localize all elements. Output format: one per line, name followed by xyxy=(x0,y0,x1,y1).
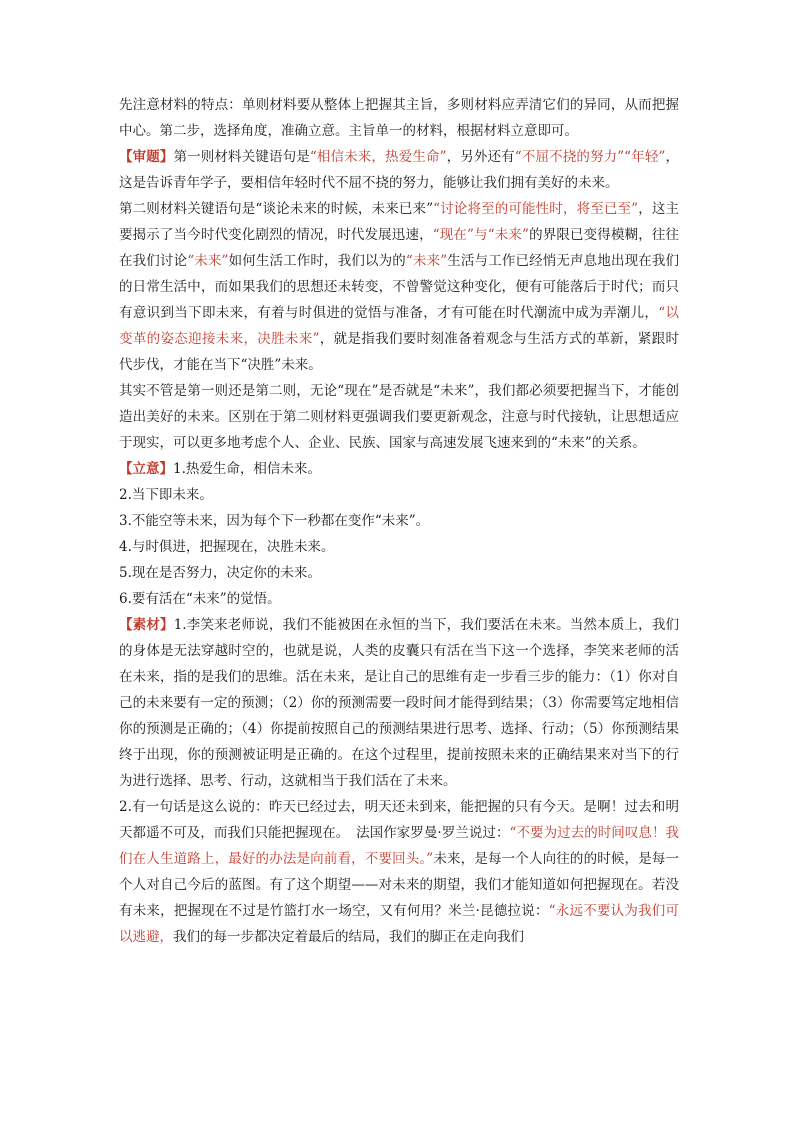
paragraph-p7 xyxy=(119,508,679,534)
body-text: 如何生活工作时，我们以为的 xyxy=(228,253,406,269)
body-text: 的界限已变得模糊，往往在我们讨论 xyxy=(119,227,680,269)
section-tag: 【审题】 xyxy=(119,149,174,165)
section-tag: 【素材】 xyxy=(119,617,174,633)
paragraph-p2 xyxy=(119,144,679,196)
body-text: 第二则材料关键语句是“谈论未来的时候，未来已来” xyxy=(119,201,434,217)
body-text: 第一则材料关键语句是 xyxy=(173,149,310,165)
paragraph-p10 xyxy=(119,586,679,612)
body-text: ，另外还有 xyxy=(446,149,515,165)
paragraph-p1 xyxy=(119,92,679,144)
highlighted-quote: “现在”与“未来” xyxy=(432,227,529,243)
body-text: 未来，是每一个人向往的的时候，是每一个人对自己今后的蓝图。有了这个期望——对未来的期望，我们才能知道如何把握现在。若没有未来，把握现在不过是竹篮打水一场空，又有何用？米兰·昆德拉说： xyxy=(119,851,680,919)
highlighted-quote: “不屈不挠的努力”“年轻” xyxy=(514,149,666,165)
paragraph-p6 xyxy=(119,482,679,508)
body-text: 其实不管是第一则还是第二则，无论“现在”是否就是“未来”，我们都必须要把握当下，才能创造出美好的未来。区别在于第二则材料更强调我们要更新观念，注意与时代接轨，让思想适应于现实，可以更多地考虑个人、企业、民族、国家与高速发展飞速来到的“未来”的关系。 xyxy=(119,383,679,451)
body-text: 6.要有活在“未来”的觉悟。 xyxy=(119,591,281,607)
highlighted-quote: “未来” xyxy=(405,253,448,269)
body-text: 先注意材料的特点：单则材料要从整体上把握其主旨，多则材料应弄清它们的异同，从而把握中心。第二步，选择角度，准确立意。主旨单一的材料，根据材料立意即可。 xyxy=(119,97,679,139)
highlighted-quote: “以变革的姿态迎接未来，决胜未来” xyxy=(119,305,679,347)
body-text: 1.热爱生命，相信未来。 xyxy=(173,461,321,477)
highlighted-quote: “相信未来，热爱生命” xyxy=(309,149,447,165)
body-text: 5.现在是否努力，决定你的未来。 xyxy=(119,565,321,581)
section-tag: 【立意】 xyxy=(119,461,173,477)
paragraph-p5 xyxy=(119,456,679,482)
document-body xyxy=(119,92,679,950)
paragraph-p4 xyxy=(119,378,679,456)
body-text: 生活与工作已经悄无声息地出现在我们的日常生活中，而如果我们的思想还未转变，不曾警觉这种变化，便有可能落后于时代；而只有意识到当下即未来，有着与时俱进的觉悟与准备，才有可能在时代潮流中成为弄潮儿， xyxy=(119,253,680,321)
paragraph-p9 xyxy=(119,560,679,586)
body-text: 2.有一句话是这么说的：昨天已经过去，明天还未到来，能把握的只有今天。是啊！过去和明天都遥不可及，而我们只能把握现在。 法国作家罗曼·罗兰说过： xyxy=(119,799,679,841)
highlighted-quote: “未来” xyxy=(187,253,229,269)
body-text: 1.李笑来老师说，我们不能被困在永恒的当下，我们要活在未来。当然本质上，我们的身体是无法穿越时空的，也就是说，人类的皮囊只有活在当下这一个选择，李笑来老师的活在未来，指的是我们的思维。活在未来，是让自己的思维有走一步看三步的能力：（1）你对自己的未来要有一定的预测；（2）你的预测需要一段时间才能得到结果；（3）你需要笃定地相信你的预测是正确的；（4）你提前按照自己的预测结果进行思考、选择、行动；（5）你预测结果终于出现，你的预测被证明是正确的。在这个过程里，提前按照未来的正确结果来对当下的行为进行选择、思考、行动，这就相当于我们活在了未来。 xyxy=(119,617,679,789)
body-text: 我们的每一步都决定着最后的结局，我们的脚正在走向我们 xyxy=(173,929,524,945)
body-text: 3.不能空等未来，因为每个下一秒都在变作“未来”。 xyxy=(119,513,430,529)
body-text: ，这主要揭示了当今时代变化剧烈的情况，时代发展迅速， xyxy=(119,201,679,243)
highlighted-quote: “讨论将至的可能性时，将至已至” xyxy=(433,201,639,217)
paragraph-p12 xyxy=(119,794,679,950)
body-text: 4.与时俱进，把握现在，决胜未来。 xyxy=(119,539,335,555)
paragraph-p11 xyxy=(119,612,679,794)
body-text: ，这是告诉青年学子，要相信年轻时代不屈不挠的努力，能够让我们拥有美好的未来。 xyxy=(119,149,680,191)
highlighted-quote: “不要为过去的时间叹息！我们在人生道路上，最好的办法是向前看，不要回头。” xyxy=(119,825,680,867)
paragraph-p3 xyxy=(119,196,679,378)
paragraph-p8 xyxy=(119,534,679,560)
body-text: ，就是指我们要时刻准备着观念与生活方式的革新，紧跟时代步伐，才能在当下“决胜”未来。 xyxy=(119,331,679,373)
body-text: 2.当下即未来。 xyxy=(119,487,213,503)
highlighted-quote: “永远不要认为我们可以逃避， xyxy=(119,903,679,945)
